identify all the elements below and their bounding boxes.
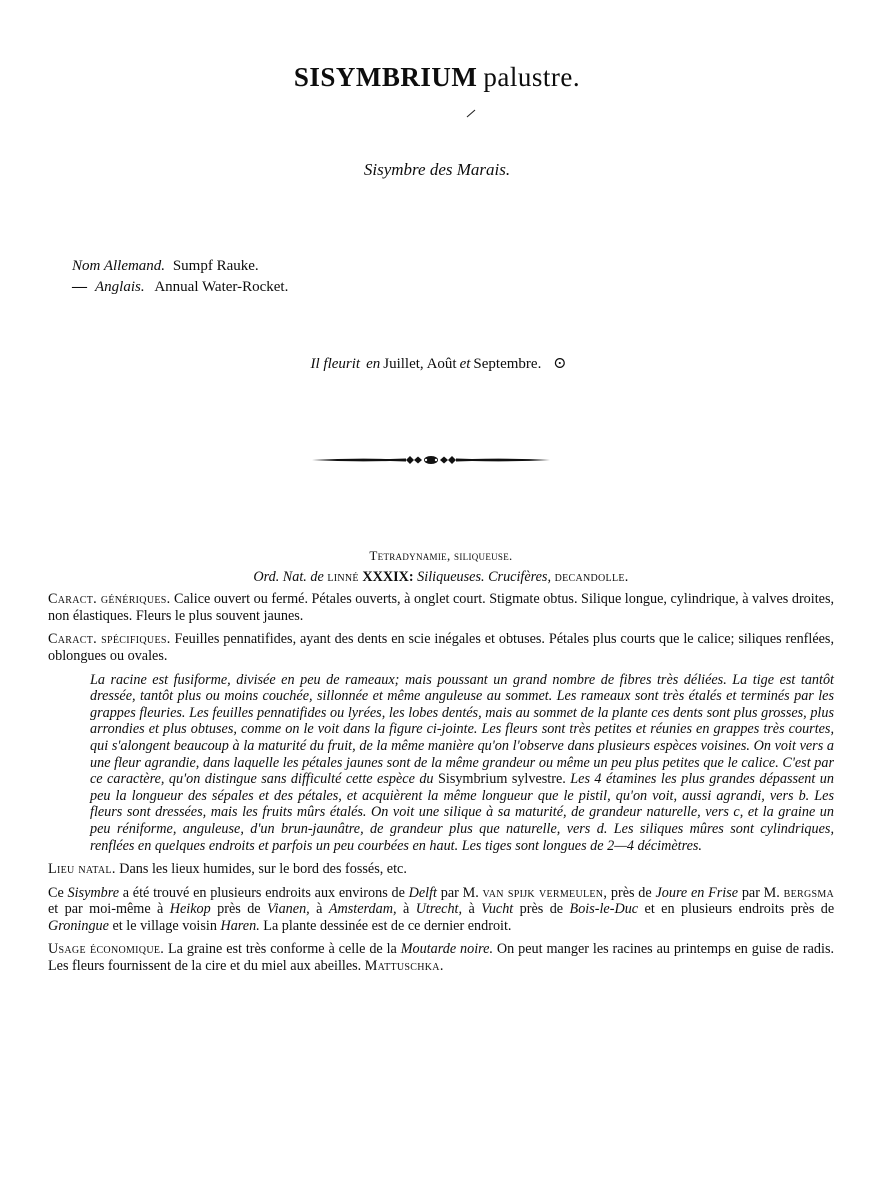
place-heikop: Heikop [169,901,211,918]
flowering-months-b: Septembre. [473,356,542,372]
generic-text: Calice ouvert ou fermé. Pétales ouverts, à onglet court. Stigmate obtus. Silique longue, cylindrique, à valves droites, non élastiques. Fleurs le plus souvent jaunes. [48,591,835,624]
locations-text: et le village voisin [112,917,217,934]
locations-text: Ce [48,884,64,901]
usage-text: La graine est très conforme à celle de la [168,941,397,958]
title-genus: SISYMBRIUM [293,62,478,92]
usage-text: On peut manger les racines au printemps en guise de radis. Les fleurs fournissent de la cire et du miel aux abeilles. [48,941,835,975]
place-joure: Joure en Frise [655,884,739,901]
flowering-months-a: Juillet, Août [383,356,457,372]
flowering-en: en [366,356,381,372]
plant-description [48,672,834,855]
locations-text: près de [217,901,261,918]
locations-text: à [468,901,475,918]
locations-text: a été trouvé en plusieurs endroits aux environs de [122,884,405,901]
german-label: Nom Allemand. [72,258,166,274]
locations-paragraph [48,885,834,935]
annual-symbol-icon: ⊙ [553,355,567,372]
english-dash: — [72,279,87,295]
locations-text: et en plusieurs endroits près de [644,901,835,918]
place-groningue: Groningue [48,917,109,934]
title-species: palustre. [483,62,581,92]
english-name-row [72,277,288,298]
page-title [0,62,874,93]
order-prefix: Ord. Nat. de [253,568,324,585]
locations-text: par M. [440,884,479,901]
locations-text: et par moi-même à [48,901,164,918]
german-name-row [72,256,288,277]
specific-text: Feuilles pennatifides, ayant des dents en scie inégales et obtuses. Pétales plus courts que le calice; siliques renflées, oblongues ou ovales. [48,631,834,664]
flowering-et: et [459,356,471,372]
habitat-paragraph [48,861,834,878]
place-haren: Haren. [220,917,260,934]
description-species: Sisymbrium sylvestre. [437,771,566,788]
generic-characters [48,591,834,624]
place-bois-le-duc: Bois-le-Duc [569,901,639,918]
usage-paragraph [48,941,834,974]
german-value: Sumpf Rauke. [172,258,259,274]
specific-characters [48,631,834,664]
decandolle-name: decandolle. [554,568,629,585]
generic-label: Caract. génériques. [48,591,171,608]
tick-mark-icon [466,107,476,123]
habitat-label: Lieu natal. [48,861,116,878]
specific-label: Caract. spécifiques. [48,631,171,648]
locations-text: près de [519,901,564,918]
place-utrecht: Utrecht, [415,901,463,918]
usage-moutarde: Moutarde noire. [400,941,494,958]
place-delft: Delft [408,884,437,901]
locations-text: à [402,901,410,918]
usage-author: Mattuschka. [364,958,444,975]
main-text [48,548,834,975]
order-number: XXXIX: [362,568,414,585]
person-vermeulen: van spijk vermeulen, [482,884,608,901]
place-vucht: Vucht [481,901,514,918]
habitat-text: Dans les lieux humides, sur le bord des fossés, etc. [119,861,407,878]
common-names [72,256,288,298]
flowering-il: Il fleurit [310,356,361,372]
order-families: Siliqueuses. Crucifères, [417,568,552,585]
description-part1: La racine est fusiforme, divisée en peu de rameaux; mais poussant un grand nombre de fibres très déliées. La tige est tantôt dressée, tantôt plus ou moins couchée, sillonnée et même anguleuse au sommet. Les rameaux sont très étalés et terminés par les grappes fleuries. Les feuilles pennatifides ou lyrées, les lobes dentés, mais au sommet de la plante ces dents sont plus grosses, plus arrondies et plus obtuses, comme on le voit dans la figure ci-jointe. Les fleurs sont très petites et réunies en grappes très courtes, qui s'alongent beaucoup à la maturité du fruit, de la même manière qu'on l'observe dans plusieurs espèces voisines. On voit vers a une fleur agrandie, dans laquelle les pétales jaunes sont de la même grandeur ou même un peu plus petites que le calice. C'est par ce caractère, qu'on distingue sans difficulté cette espèce du [90,671,834,788]
locations-text: à [316,901,323,918]
place-vianen: Vianen, [267,901,310,918]
flowering-line [0,353,874,373]
locations-text: près de [610,884,652,901]
english-label: Anglais. [95,279,145,295]
linne-name: linné [327,568,359,585]
locations-sisymbre: Sisymbre [67,884,120,901]
natural-order-line [48,569,834,586]
usage-label: Usage économique. [48,941,165,958]
locations-text: par M. [741,884,780,901]
page-subtitle: Sisymbre des Marais. [363,160,511,179]
person-bergsma: bergsma [783,884,835,901]
description-part2: Les 4 étamines les plus grandes dépassent un peu la longueur des sépales et des pétales, et acquièrent la même longueur que le pistil, qu'on voit, aussi agrandi, vers b. Les fleurs sont dressées, mais les fruits mûrs étalés. On voit une silique à sa maturité, de grandeur naturelle, vers c, et la graine un peu réniforme, anguleuse, d'un brun-jaunâtre, de grandeur plus que naturelle, vers d. Les siliques mûres sont cylindriques, renflées en quelques endroits et parfois un peu courbées en haut. Les tiges sont longues de 2—4 décimètres. [90,771,834,854]
place-amsterdam: Amsterdam, [328,901,397,918]
class-heading: Tetradynamie, siliqueuse. [369,548,513,563]
english-value: Annual Water-Rocket. [154,279,289,295]
ornament-divider [310,452,552,473]
locations-text: La plante dessinée est de ce dernier endroit. [263,917,512,934]
